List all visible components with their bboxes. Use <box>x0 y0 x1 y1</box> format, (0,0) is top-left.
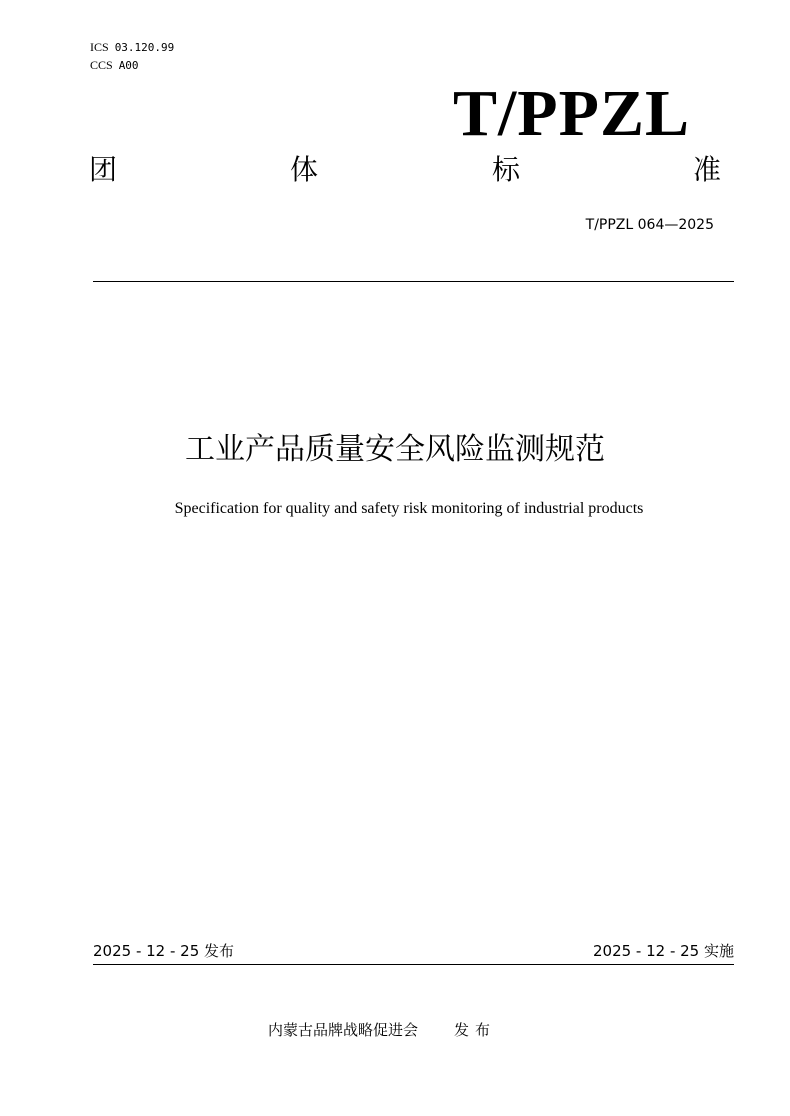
implementation-date: 2025 - 12 - 25 实施 <box>592 942 734 960</box>
footer-divider <box>93 964 734 965</box>
ccs-label: CCS <box>90 58 113 72</box>
release-date: 2025 - 12 - 25 发布 <box>93 942 235 960</box>
document-title-english: Specification for quality and safety risk monitoring of industrial products <box>174 500 644 517</box>
ics-value: 03.120.99 <box>114 41 175 54</box>
standard-code: T/PPZL <box>452 77 690 150</box>
ics-line <box>90 40 174 55</box>
ccs-value: A00 <box>118 59 139 72</box>
publisher-line <box>268 1020 496 1040</box>
standard-number: T/PPZL 064—2025 <box>585 217 714 233</box>
standard-type-char-3: 标 <box>492 153 521 186</box>
standard-type-char-2: 体 <box>290 153 319 186</box>
document-title-chinese: 工业产品质量安全风险监测规范 <box>185 432 605 467</box>
standard-type-char-4: 准 <box>693 153 722 186</box>
standard-type-char-1: 团 <box>89 153 118 186</box>
publisher-action: 发布 <box>454 1021 497 1039</box>
header-divider <box>93 281 734 282</box>
publisher-name: 内蒙古品牌战略促进会 <box>268 1021 419 1039</box>
ccs-line <box>90 58 139 73</box>
ics-label: ICS <box>90 40 109 54</box>
